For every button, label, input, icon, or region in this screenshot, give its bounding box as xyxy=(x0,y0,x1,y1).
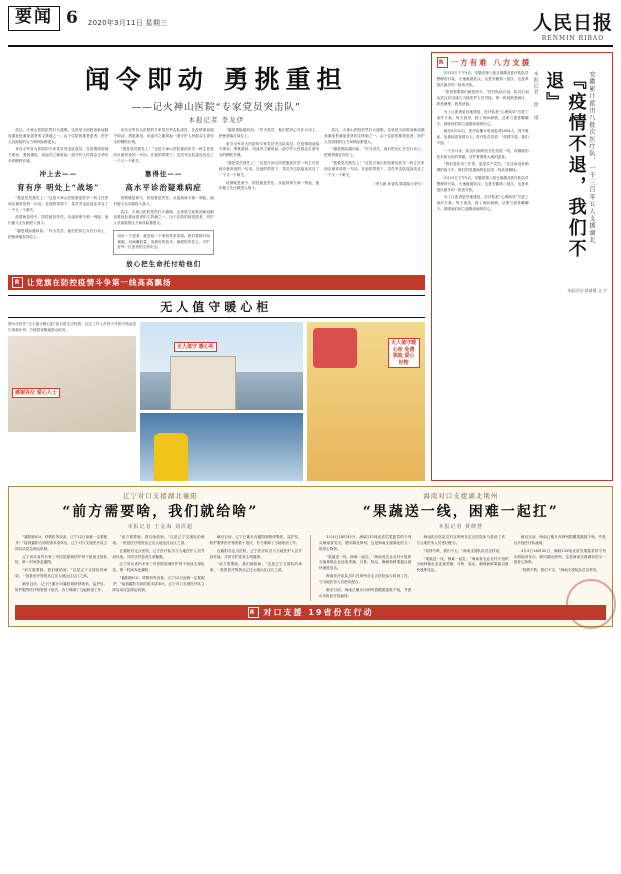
bottom-col-3 xyxy=(210,535,302,601)
photo-market-parrot xyxy=(313,328,357,368)
bottom-left-kicker: 辽宁对口支援湖北襄阳 xyxy=(122,492,198,501)
photo-montage xyxy=(8,322,425,481)
lead-columns xyxy=(8,128,425,271)
masthead xyxy=(8,6,613,47)
red-banner-text: 让党旗在防控疫情斗争第一线高高飘扬 xyxy=(27,278,172,288)
bottom-col2-text xyxy=(112,535,204,593)
support-box-tag xyxy=(437,57,607,68)
paragraph: 来自全军各大医院的专家党员突击队成员，在疫情面前闻令即动、勇挑重担，用血肉之躯筑起一道守护人民群众生命安全的钢铁长城。 xyxy=(8,147,109,164)
bottom-col-2 xyxy=(112,535,204,601)
support-box-text xyxy=(437,71,529,286)
photo-volunteer-figure xyxy=(154,433,188,481)
paragraph: “我是党员我先上！”这是火神山医院重症医学一科主任张西京最常说的一句话。在他的带领下，党员突击队接连攻克了一个又一个难关。 xyxy=(113,147,214,164)
lead-subtitle-one: 冲上去—— xyxy=(39,169,77,178)
support-box-body xyxy=(437,71,607,286)
lead-subhead: ——记火神山医院“专家党员突击队” xyxy=(131,102,301,113)
paragraph: “我是党员我先上！”这是火神山医院重症医学一科主任张西京最常说的一句话。在他的带领下，党员突击队接连攻克了一个又一个难关。 xyxy=(218,161,320,177)
photo-cabinet-body xyxy=(170,356,236,410)
bottom-divider xyxy=(310,535,311,601)
lead-col-3 xyxy=(219,128,319,271)
people-daily-mark-icon: R xyxy=(248,607,259,618)
lead-col-2 xyxy=(113,128,213,271)
paragraph: 海南医疗队队员们在荆州各定点医院参与救治工作，与当地医务人员密切配合。 xyxy=(318,574,412,584)
red-banner xyxy=(8,275,425,290)
photo-label-thanks: 感谢各位 爱心人士 xyxy=(12,388,60,398)
bottom-col4-text xyxy=(319,535,411,599)
paragraph: “前方需要啥，我们就给啥。”这是辽宁支援队的承诺。一批批医疗物资从辽沈大地运往汉江之滨。 xyxy=(112,535,205,545)
paragraph: 3月4日18时45分，满载132吨优质瓜果蔬菜的专列从海南省发出，驶向湖北荆州。这是海南支援湖北的又一批爱心物资。 xyxy=(318,535,412,551)
support-box-paragraphs xyxy=(437,71,529,213)
section-bar-unmanned-cabinet: 无人值守暖心柜 xyxy=(8,295,425,318)
paragraph: “越是艰险越向前。”作为党员，他们把初心写在行动上、把使命落在岗位上。 xyxy=(8,228,109,239)
paragraph: “襄阳缺ICU、呼吸机等设备，辽宁12日前就一定要配齐！”接到襄阳方面的需求清单后，辽宁对口支援医疗队立即启动应急调运机制。 xyxy=(112,576,205,592)
bottom-headlines xyxy=(15,491,606,533)
paragraph: “越是艰险越向前。”作为党员，他们把初心写在行动上、把使命落在岗位上。 xyxy=(324,147,425,158)
lead-col2-text xyxy=(113,128,213,165)
lead-article xyxy=(8,52,425,481)
paragraph: 截至目前，辽宁已累计向襄阳调拨呼吸机、监护仪、防护服等医疗物资数十批次，有力保障了当地救治工作。 xyxy=(15,581,108,592)
paragraph: 2月15日下午5点，安徽省第八批支援湖北医疗队队员整理好行装，火速驰援武汉。这是安徽第八批次、也是单批次最多的一批医疗队。 xyxy=(436,176,529,192)
paragraph: 2月15日下午5点，安徽省第八批支援湖北医疗队队员整理好行装，火速驰援武汉。这是安徽第八批次、也是单批次最多的一批医疗队。 xyxy=(436,71,529,87)
lead-col3-text xyxy=(219,128,319,192)
paper-name: 人民日报 xyxy=(532,12,613,34)
paragraph: “果蔬送一线，困难一起扛。”海南省农业农村厅组织当地种植企业连夜采摘、分拣、装运，确保新鲜果蔬以最快速度送达。 xyxy=(416,556,509,573)
lead-headline: 闻令即动 勇挑重担 xyxy=(84,65,348,94)
bottom-col3-text xyxy=(210,535,302,574)
people-daily-mark-icon: R xyxy=(12,277,23,288)
bottom-right-kicker: 海南对口支援湖北荆州 xyxy=(423,492,499,501)
paragraph: 来自全军各大医院的专家党员突击队成员，在疫情面前闻令即动、勇挑重担，用血肉之躯筑起一道守护人民群众生命安全的钢铁长城。 xyxy=(218,141,320,158)
paragraph: 一个多月来，队员们始终坚守在抗疫一线，用精湛的医术和无私的奉献，守护着荆楚大地的患者。 xyxy=(436,148,529,159)
photo-market xyxy=(307,322,425,481)
paragraph: “越是艰险越向前。”作为党员，他们把初心写在行动上、把使命落在岗位上。 xyxy=(218,128,320,138)
paragraph: 海南医疗队队员们在荆州各定点医院参与救治工作，与当地医务人员密切配合。 xyxy=(416,535,509,545)
support-box-byline: 本报记者 徐 靖 xyxy=(532,71,539,121)
paragraph: “我是党员我先上！”这是火神山医院重症医学一科主任张西京最常说的一句话。在他的带领下，党员突击队接连攻克了一个又一个难关。 xyxy=(8,195,109,212)
paragraph: 截至目前，辽宁已累计向襄阳调拨呼吸机、监护仪、防护服等医疗物资数十批次，有力保障了当地救治工作。 xyxy=(209,535,302,545)
lead-col1-text-2 xyxy=(8,196,108,241)
support-box xyxy=(431,52,613,481)
lead-subtitle-two-b: 高水平诊治疑难病症 xyxy=(125,182,202,192)
bottom-col5-text xyxy=(416,535,508,574)
paragraph: 在襄阳各定点医院，辽宁医疗队员与当地医护人员并肩作战，共同守护患者生命健康。 xyxy=(112,548,205,559)
lead-col4-text xyxy=(324,128,424,179)
paragraph: 疫情就是命令，防控就是责任。从接到命令那一刻起，他们便义无反顾投入战斗。 xyxy=(113,195,214,206)
masthead-left xyxy=(8,6,167,31)
paragraph: 武汉，火神山医院依然灯火通明。这里是当前救治新冠肺炎重症危重症患者的主阵地之一。由于住院的都是患者，医护人员面临的压力和风险都很大。 xyxy=(8,128,109,144)
paper-name-pinyin: RENMIN RIBAO xyxy=(541,35,605,42)
lead-pullquote xyxy=(113,230,213,255)
top-region xyxy=(8,52,613,481)
bottom-left-byline: 本报记者 王金海 刘洪超 xyxy=(127,524,193,531)
paragraph: “患者需要我们就是命令。”医疗队队长说，队员们到达武汉后迅速与当地医护人员对接，第一时间熟悉病区、熟悉流程、熟悉设备。 xyxy=(436,90,529,107)
paragraph: 截至目前，海南已累计向荆州捐赠果蔬数千吨，并派出多批医疗队驰援。 xyxy=(318,587,412,598)
bottom-right-title: “果蔬送一线，困难一起扛” xyxy=(362,504,559,521)
paper-logo xyxy=(533,6,613,42)
lead-col-4 xyxy=(324,128,424,271)
bottom-left-head xyxy=(15,491,306,533)
bottom-col-4 xyxy=(319,535,411,601)
paragraph: 辽宁省从省内多家三甲医院抽调医护骨干组成支援队伍，第一时间奔赴襄阳。 xyxy=(15,554,108,565)
paragraph: “果蔬送一线，困难一起扛。”海南省农业农村厅组织当地种植企业连夜采摘、分拣、装运，确保新鲜果蔬以最快速度送达。 xyxy=(318,554,412,571)
pullquote-text: 治好一个患者，就是给一个家庭带来希望。我们要和时间赛跑，同病魔较量，用最好的技术、最强的责任心，守护好每一位患者的生命安全。 xyxy=(117,233,210,250)
photo-caption-block xyxy=(8,322,136,481)
paragraph: 截至3月10日，医疗队累计收治患者2504人，其中重症、危重症患者数百人。医疗队员们说：“疫情不退，我们不退。” xyxy=(436,129,529,145)
support-box-subtitle: 安徽累计派出八批次医疗队、一千三百零五人支援湖北 xyxy=(587,71,595,244)
photo-cabinet-outdoor xyxy=(140,322,303,410)
paragraph: 为了让患者更好地康复，医疗队把“心理疏导”写进了治疗方案。每天查房，除了询问病情，还要与患者聊聊天，鼓励他们树立战胜疾病的信心。 xyxy=(436,195,529,212)
section-number: 6 xyxy=(66,8,78,29)
paragraph: 疫情就是命令，防控就是责任。从接到命令那一刻起，他们便义无反顾投入战斗。 xyxy=(218,180,320,191)
paragraph: 3月4日18时45分，满载132吨优质瓜果蔬菜的专列从海南省发出，驶向湖北荆州。这是海南支援湖北的又一批爱心物资。 xyxy=(513,548,606,565)
paragraph: 疫情就是命令，防控就是责任。从接到命令那一刻起，他们便义无反顾投入战斗。 xyxy=(8,215,109,226)
paragraph: 辽宁省从省内多家三甲医院抽调医护骨干组成支援队伍，第一时间奔赴襄阳。 xyxy=(112,562,205,573)
bottom-col-5 xyxy=(416,535,508,601)
photo-caption: 图为市民在“无人值守暖心柜”前自取生活物资。社区工作人员每天对柜内物品进行消毒补货，方便居家隔离群众取用。 xyxy=(8,322,136,332)
paragraph: 来自全军各大医院的专家党员突击队成员，在疫情面前闻令即动、勇挑重担，用血肉之躯筑起一道守护人民群众生命安全的钢铁长城。 xyxy=(113,128,214,144)
bottom-footer-text: 对口支援 19省份在行动 xyxy=(263,608,374,618)
photo-market-block xyxy=(307,322,425,481)
support-box-tag-text: 一方有难 八方支援 xyxy=(450,58,532,67)
bottom-col1-text xyxy=(15,535,107,593)
photo-volunteer xyxy=(140,413,303,481)
paragraph: “前方需要啥，我们就给啥。”这是辽宁支援队的承诺。一批批医疗物资从辽沈大地运往汉江之滨。 xyxy=(15,568,108,579)
photo-label-sky: 无人值守 暖心柜 xyxy=(174,342,217,352)
bottom-right-head xyxy=(316,491,607,533)
paragraph: 武汉，火神山医院依然灯火通明。这里是当前救治新冠肺炎重症危重症患者的主阵地之一。由于住院的都是患者，医护人员面临的压力和风险都很大。 xyxy=(113,209,214,226)
paragraph: 武汉，火神山医院依然灯火通明。这里是当前救治新冠肺炎重症危重症患者的主阵地之一。由于住院的都是患者，医护人员面临的压力和风险都很大。 xyxy=(324,128,425,144)
paragraph: 为了让患者更好地康复，医疗队把“心理疏导”写进了治疗方案。每天查房，除了询问病情，还要与患者聊聊天，鼓励他们树立战胜疾病的信心。 xyxy=(436,109,529,126)
lead-byline: 本报记者 李龙伊 xyxy=(188,116,245,124)
bottom-footer-banner xyxy=(15,605,606,620)
bottom-col-1 xyxy=(15,535,107,601)
paragraph: “疫情不散，我们不走。”海南支援队队员这样说。 xyxy=(423,548,503,553)
section-label: 要闻 xyxy=(8,6,60,31)
photo-main-block xyxy=(140,322,303,481)
bottom-region xyxy=(8,486,613,627)
paragraph: 截至目前，海南已累计向荆州捐赠果蔬数千吨，并派出多批医疗队驰援。 xyxy=(513,535,606,545)
people-daily-mark-icon: R xyxy=(437,57,448,68)
lead-subtitle-two: 靠得住—— xyxy=(144,169,183,178)
bottom-columns xyxy=(15,535,606,601)
paragraph: “前方需要啥，我们就给啥。”这是辽宁支援队的承诺。一批批医疗物资从辽沈大地运往汉江之滨。 xyxy=(209,562,302,573)
lead-credit-text: （李力源 孙智英 陈超参与采写） xyxy=(371,181,425,186)
lead-col-1 xyxy=(8,128,108,271)
bottom-left-title: “前方需要啥，我们就给啥” xyxy=(62,504,259,521)
bottom-col6-text xyxy=(514,535,606,574)
lead-subtitle-three: 放心把生命托付给他们 xyxy=(126,260,202,269)
support-box-footer: 本报评论·徐靖摄 文 字 xyxy=(567,288,607,293)
publication-date: 2020年3月11日 星期三 xyxy=(87,18,168,27)
photo-label-market: 无人值守暖心柜 免费领取 爱心好物 xyxy=(388,338,420,368)
paragraph: “疫情不散，我们不走。”海南支援队队员这样说。 xyxy=(520,568,601,573)
lead-subtitle-one-b: 育有序 明处上“战场” xyxy=(17,182,100,192)
paragraph: 在襄阳各定点医院，辽宁医疗队员与当地医护人员并肩作战，共同守护患者生命健康。 xyxy=(209,548,302,559)
lead-col1-text xyxy=(8,128,108,165)
photo-shelf xyxy=(8,336,136,432)
red-seal-stamp xyxy=(566,579,616,629)
lead-credit xyxy=(324,182,424,188)
paragraph: “我们是医务工作者，更是共产党员。”在这场没有硝烟的战斗中，鲜红的党旗始终在抗疫一线高高飘扬。 xyxy=(436,162,529,173)
paragraph: “我是党员我先上！”这是火神山医院重症医学一科主任张西京最常说的一句话。在他的带领下，党员突击队接连攻克了一个又一个难关。 xyxy=(324,161,425,177)
support-box-vertical-area xyxy=(533,71,596,286)
paragraph: “襄阳缺ICU、呼吸机等设备，辽宁12日前就一定要配齐！”接到襄阳方面的需求清单后，辽宁对口支援医疗队立即启动应急调运机制。 xyxy=(15,535,108,551)
lead-col2-text-2 xyxy=(113,196,213,227)
support-box-title: 『疫情不退，我们不退』 xyxy=(543,71,587,260)
bottom-right-byline: 本报记者 黄晓慧 xyxy=(438,524,484,531)
